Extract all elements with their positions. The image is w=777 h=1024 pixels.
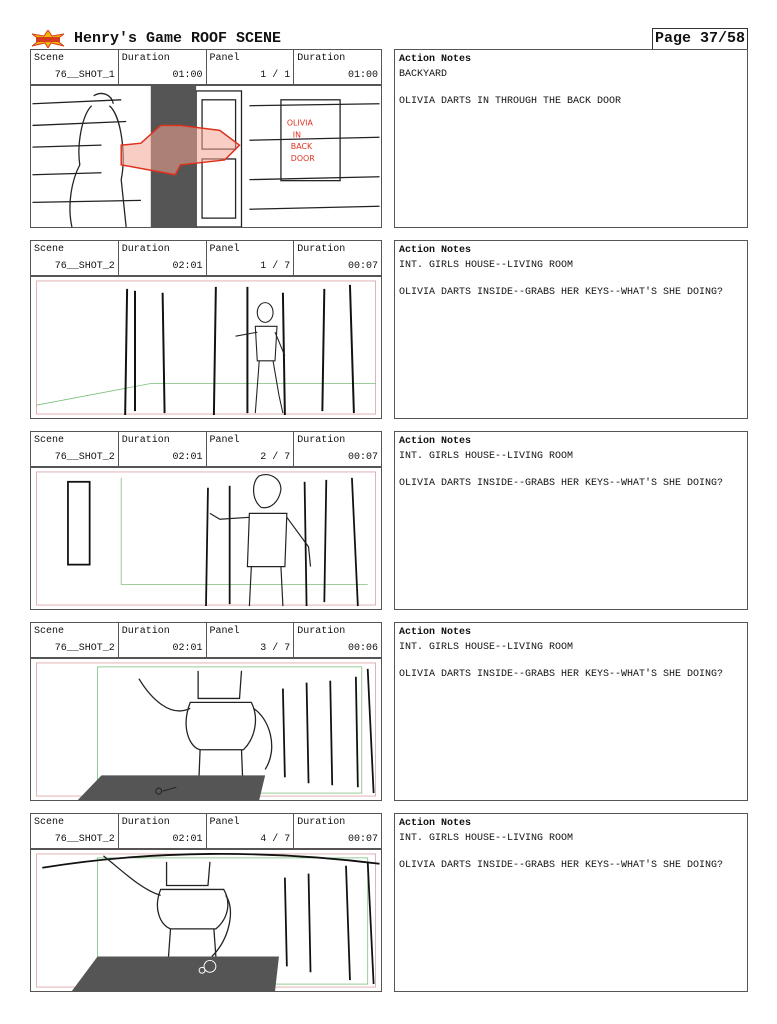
duration-value: 02:01: [172, 452, 203, 463]
annotation-line: OLIVIA: [286, 118, 313, 128]
scene-location: INT. GIRLS HOUSE--LIVING ROOM: [399, 260, 574, 271]
scene-value: 76__SHOT_2: [54, 643, 115, 654]
shot-meta: [30, 431, 382, 467]
panel-duration-label: Duration: [297, 626, 346, 637]
panel-value: 3 / 7: [260, 643, 291, 654]
shot-row: [30, 622, 748, 802]
duration-label: Duration: [121, 244, 170, 255]
storyboard-panel: [30, 849, 382, 992]
action-description: OLIVIA DARTS IN THROUGH THE BACK DOOR: [399, 96, 622, 107]
panel-duration-value: 00:07: [347, 261, 378, 272]
shot-meta: [30, 813, 382, 849]
sketch-living-room-medium: [31, 468, 381, 609]
panel-duration-value: 00:07: [347, 834, 378, 845]
scene-location: INT. GIRLS HOUSE--LIVING ROOM: [399, 833, 574, 844]
scene-value: 76__SHOT_1: [54, 70, 115, 81]
action-description: OLIVIA DARTS INSIDE--GRABS HER KEYS--WHAT'S SHE DOING?: [399, 287, 724, 298]
studio-logo-icon: [30, 30, 66, 48]
action-notes-heading: Action Notes: [399, 436, 472, 447]
action-description: OLIVIA DARTS INSIDE--GRABS HER KEYS--WHAT'S SHE DOING?: [399, 669, 724, 680]
scene-value: 76__SHOT_2: [54, 261, 115, 272]
scene-location: BACKYARD: [399, 69, 448, 80]
storyboard-panel: [30, 658, 382, 801]
action-notes: [394, 813, 748, 992]
action-description: OLIVIA DARTS INSIDE--GRABS HER KEYS--WHAT'S SHE DOING?: [399, 860, 724, 871]
panel-label: Panel: [209, 626, 240, 637]
shot-meta: [30, 49, 382, 85]
annotation-line: IN: [292, 130, 301, 140]
panel-duration-label: Duration: [297, 53, 346, 64]
annotation-line: BACK: [290, 142, 313, 152]
sketch-backyard-door: [31, 86, 381, 227]
duration-value: 02:01: [172, 643, 203, 654]
sketch-grabs-keys-table: [31, 850, 381, 991]
panel-value: 1 / 1: [260, 70, 291, 81]
scene-label: Scene: [34, 244, 65, 255]
action-notes: [394, 431, 748, 610]
scene-location: INT. GIRLS HOUSE--LIVING ROOM: [399, 451, 574, 462]
duration-value: 02:01: [172, 834, 203, 845]
shot-row: [30, 49, 748, 229]
duration-label: Duration: [121, 53, 170, 64]
panel-duration-value: 01:00: [347, 70, 378, 81]
action-description: OLIVIA DARTS INSIDE--GRABS HER KEYS--WHAT'S SHE DOING?: [399, 478, 724, 489]
panel-label: Panel: [209, 817, 240, 828]
shot-row: [30, 813, 748, 993]
action-notes-heading: Action Notes: [399, 818, 472, 829]
duration-label: Duration: [121, 435, 170, 446]
action-notes-heading: Action Notes: [399, 245, 472, 256]
panel-value: 4 / 7: [260, 834, 291, 845]
action-notes: [394, 240, 748, 419]
panel-value: 2 / 7: [260, 452, 291, 463]
scene-label: Scene: [34, 817, 65, 828]
panel-label: Panel: [209, 435, 240, 446]
storyboard-panel: [30, 467, 382, 610]
duration-label: Duration: [121, 626, 170, 637]
page-header: [30, 28, 748, 50]
page-number: Page 37/58: [652, 28, 748, 50]
scene-value: 76__SHOT_2: [54, 452, 115, 463]
panel-duration-value: 00:06: [347, 643, 378, 654]
action-notes: [394, 622, 748, 801]
duration-value: 02:01: [172, 261, 203, 272]
annotation-line: DOOR: [290, 153, 315, 163]
storyboard-panel: [30, 276, 382, 419]
duration-value: 01:00: [172, 70, 203, 81]
shot-row: [30, 240, 748, 420]
action-notes: [394, 49, 748, 228]
panel-label: Panel: [209, 244, 240, 255]
panel-duration-label: Duration: [297, 817, 346, 828]
panel-duration-value: 00:07: [347, 452, 378, 463]
storyboard-panel: [30, 85, 382, 228]
panel-duration-label: Duration: [297, 435, 346, 446]
panel-label: Panel: [209, 53, 240, 64]
panel-duration-label: Duration: [297, 244, 346, 255]
scene-label: Scene: [34, 435, 65, 446]
action-notes-heading: Action Notes: [399, 54, 472, 65]
action-notes-heading: Action Notes: [399, 627, 472, 638]
scene-label: Scene: [34, 53, 65, 64]
page-title: Henry's Game ROOF SCENE: [74, 30, 282, 47]
panel-value: 1 / 7: [260, 261, 291, 272]
scene-label: Scene: [34, 626, 65, 637]
scene-value: 76__SHOT_2: [54, 834, 115, 845]
sketch-grabs-keys-torso: [31, 659, 381, 800]
shot-meta: [30, 240, 382, 276]
sketch-living-room-wide: [31, 277, 381, 418]
shot-row: [30, 431, 748, 611]
scene-location: INT. GIRLS HOUSE--LIVING ROOM: [399, 642, 574, 653]
shot-meta: [30, 622, 382, 658]
duration-label: Duration: [121, 817, 170, 828]
